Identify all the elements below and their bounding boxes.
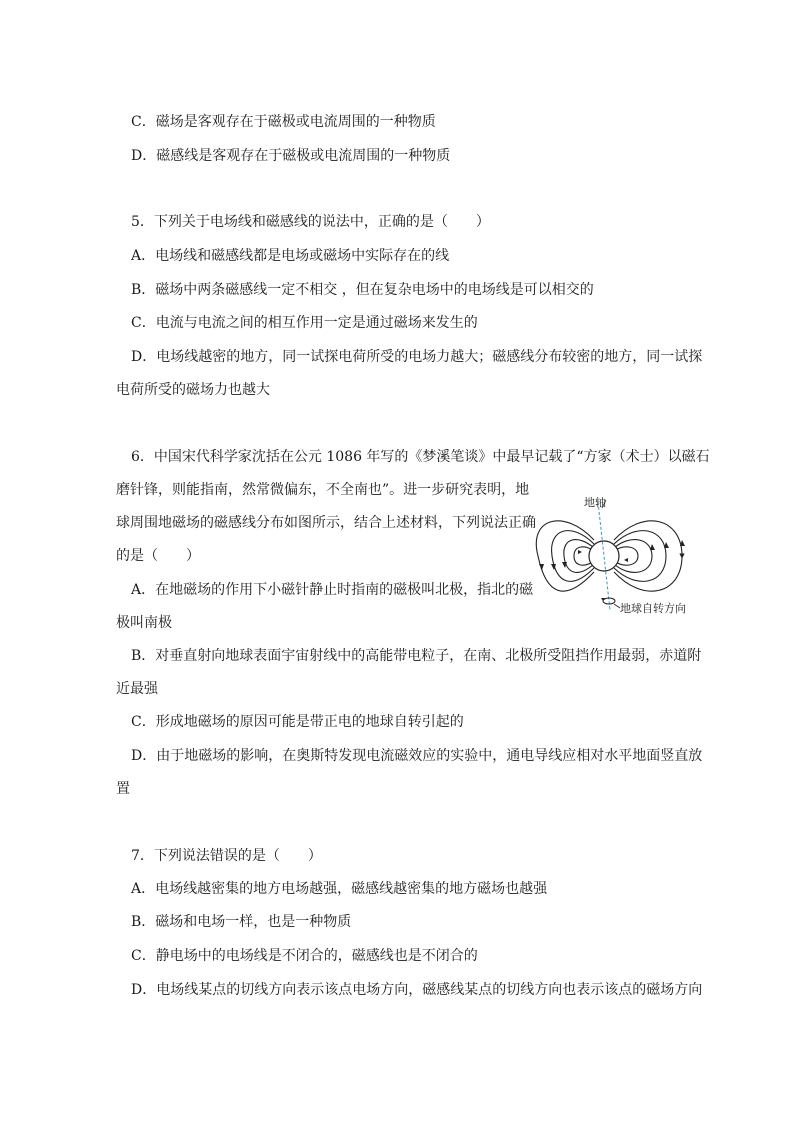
q6-option-c: C．形成地磁场的原因可能是带正电的地球自转引起的 <box>131 714 464 730</box>
q6-option-d-line2: 置 <box>116 781 130 797</box>
q5-option-b: B．磁场中两条磁感线一定不相交 ，但在复杂电场中的电场线是可以相交的 <box>131 282 594 298</box>
rotation-label: 地球自转方向 <box>620 602 686 615</box>
q5-option-d-line2: 电荷所受的磁场力也越大 <box>116 382 270 398</box>
q6-option-a-line1: A．在地磁场的作用下小磁针静止时指南的磁极叫北极，指北的磁 <box>131 582 534 598</box>
q6-stem-line4: 的是（ ） <box>116 548 200 564</box>
rotation-arrow <box>601 598 605 601</box>
q7-option-c: C．静电场中的电场线是不闭合的，磁感线也是不闭合的 <box>131 948 478 964</box>
q5-option-c: C．电流与电流之间的相互作用一定是通过磁场来发生的 <box>131 315 478 331</box>
q6-option-b-line2: 近最强 <box>116 681 158 697</box>
q6-stem-line3: 球周围地磁场的磁感线分布如图所示，结合上述材料，下列说法正确 <box>116 515 536 531</box>
q6-option-a-line2: 极叫南极 <box>116 615 172 631</box>
q7-option-d: D．电场线某点的切线方向表示该点电场方向，磁感线某点的切线方向也表示该点的磁场方向 <box>131 982 703 998</box>
earth-magnetic-field-diagram <box>532 488 702 623</box>
earth-circle <box>589 541 619 571</box>
q6-stem-line1: 6．中国宋代科学家沈括在公元 1086 年写的《梦溪笔谈》中最早记载了“方家（术士）以磁石 <box>131 449 710 465</box>
q7-option-a: A．电场线越密集的地方电场越强，磁感线越密集的地方磁场也越强 <box>131 881 548 897</box>
q6-option-d-line1: D．由于地磁场的影响，在奥斯特发现电流磁效应的实验中，通电导线应相对水平地面竖直放 <box>131 748 703 764</box>
q7-option-b: B．磁场和电场一样，也是一种物质 <box>131 914 352 930</box>
q5-stem: 5．下列关于电场线和磁感线的说法中，正确的是（ ） <box>131 214 490 230</box>
q4-option-d: D．磁感线是客观存在于磁极或电流周围的一种物质 <box>131 148 451 164</box>
q5-option-d-line1: D．电场线越密的地方，同一试探电荷所受的电场力越大；磁感线分布较密的地方，同一试探 <box>131 349 703 365</box>
q7-stem: 7．下列说法错误的是（ ） <box>131 848 322 864</box>
q4-option-c: C．磁场是客观存在于磁极或电流周围的一种物质 <box>131 114 436 130</box>
q6-stem-line2: 磨针锋，则能指南，然常微偏东，不全南也”。进一步研究表明，地 <box>116 482 530 498</box>
earth-magnetic-field-figure <box>532 488 702 623</box>
q6-option-b-line1: B．对垂直射向地球表面宇宙射线中的高能带电粒子，在南、北极所受阻挡作用最弱，赤道附 <box>131 648 702 664</box>
axis-label: 地轴 <box>584 496 606 509</box>
q5-option-a: A．电场线和磁感线都是电场或磁场中实际存在的线 <box>131 248 450 264</box>
